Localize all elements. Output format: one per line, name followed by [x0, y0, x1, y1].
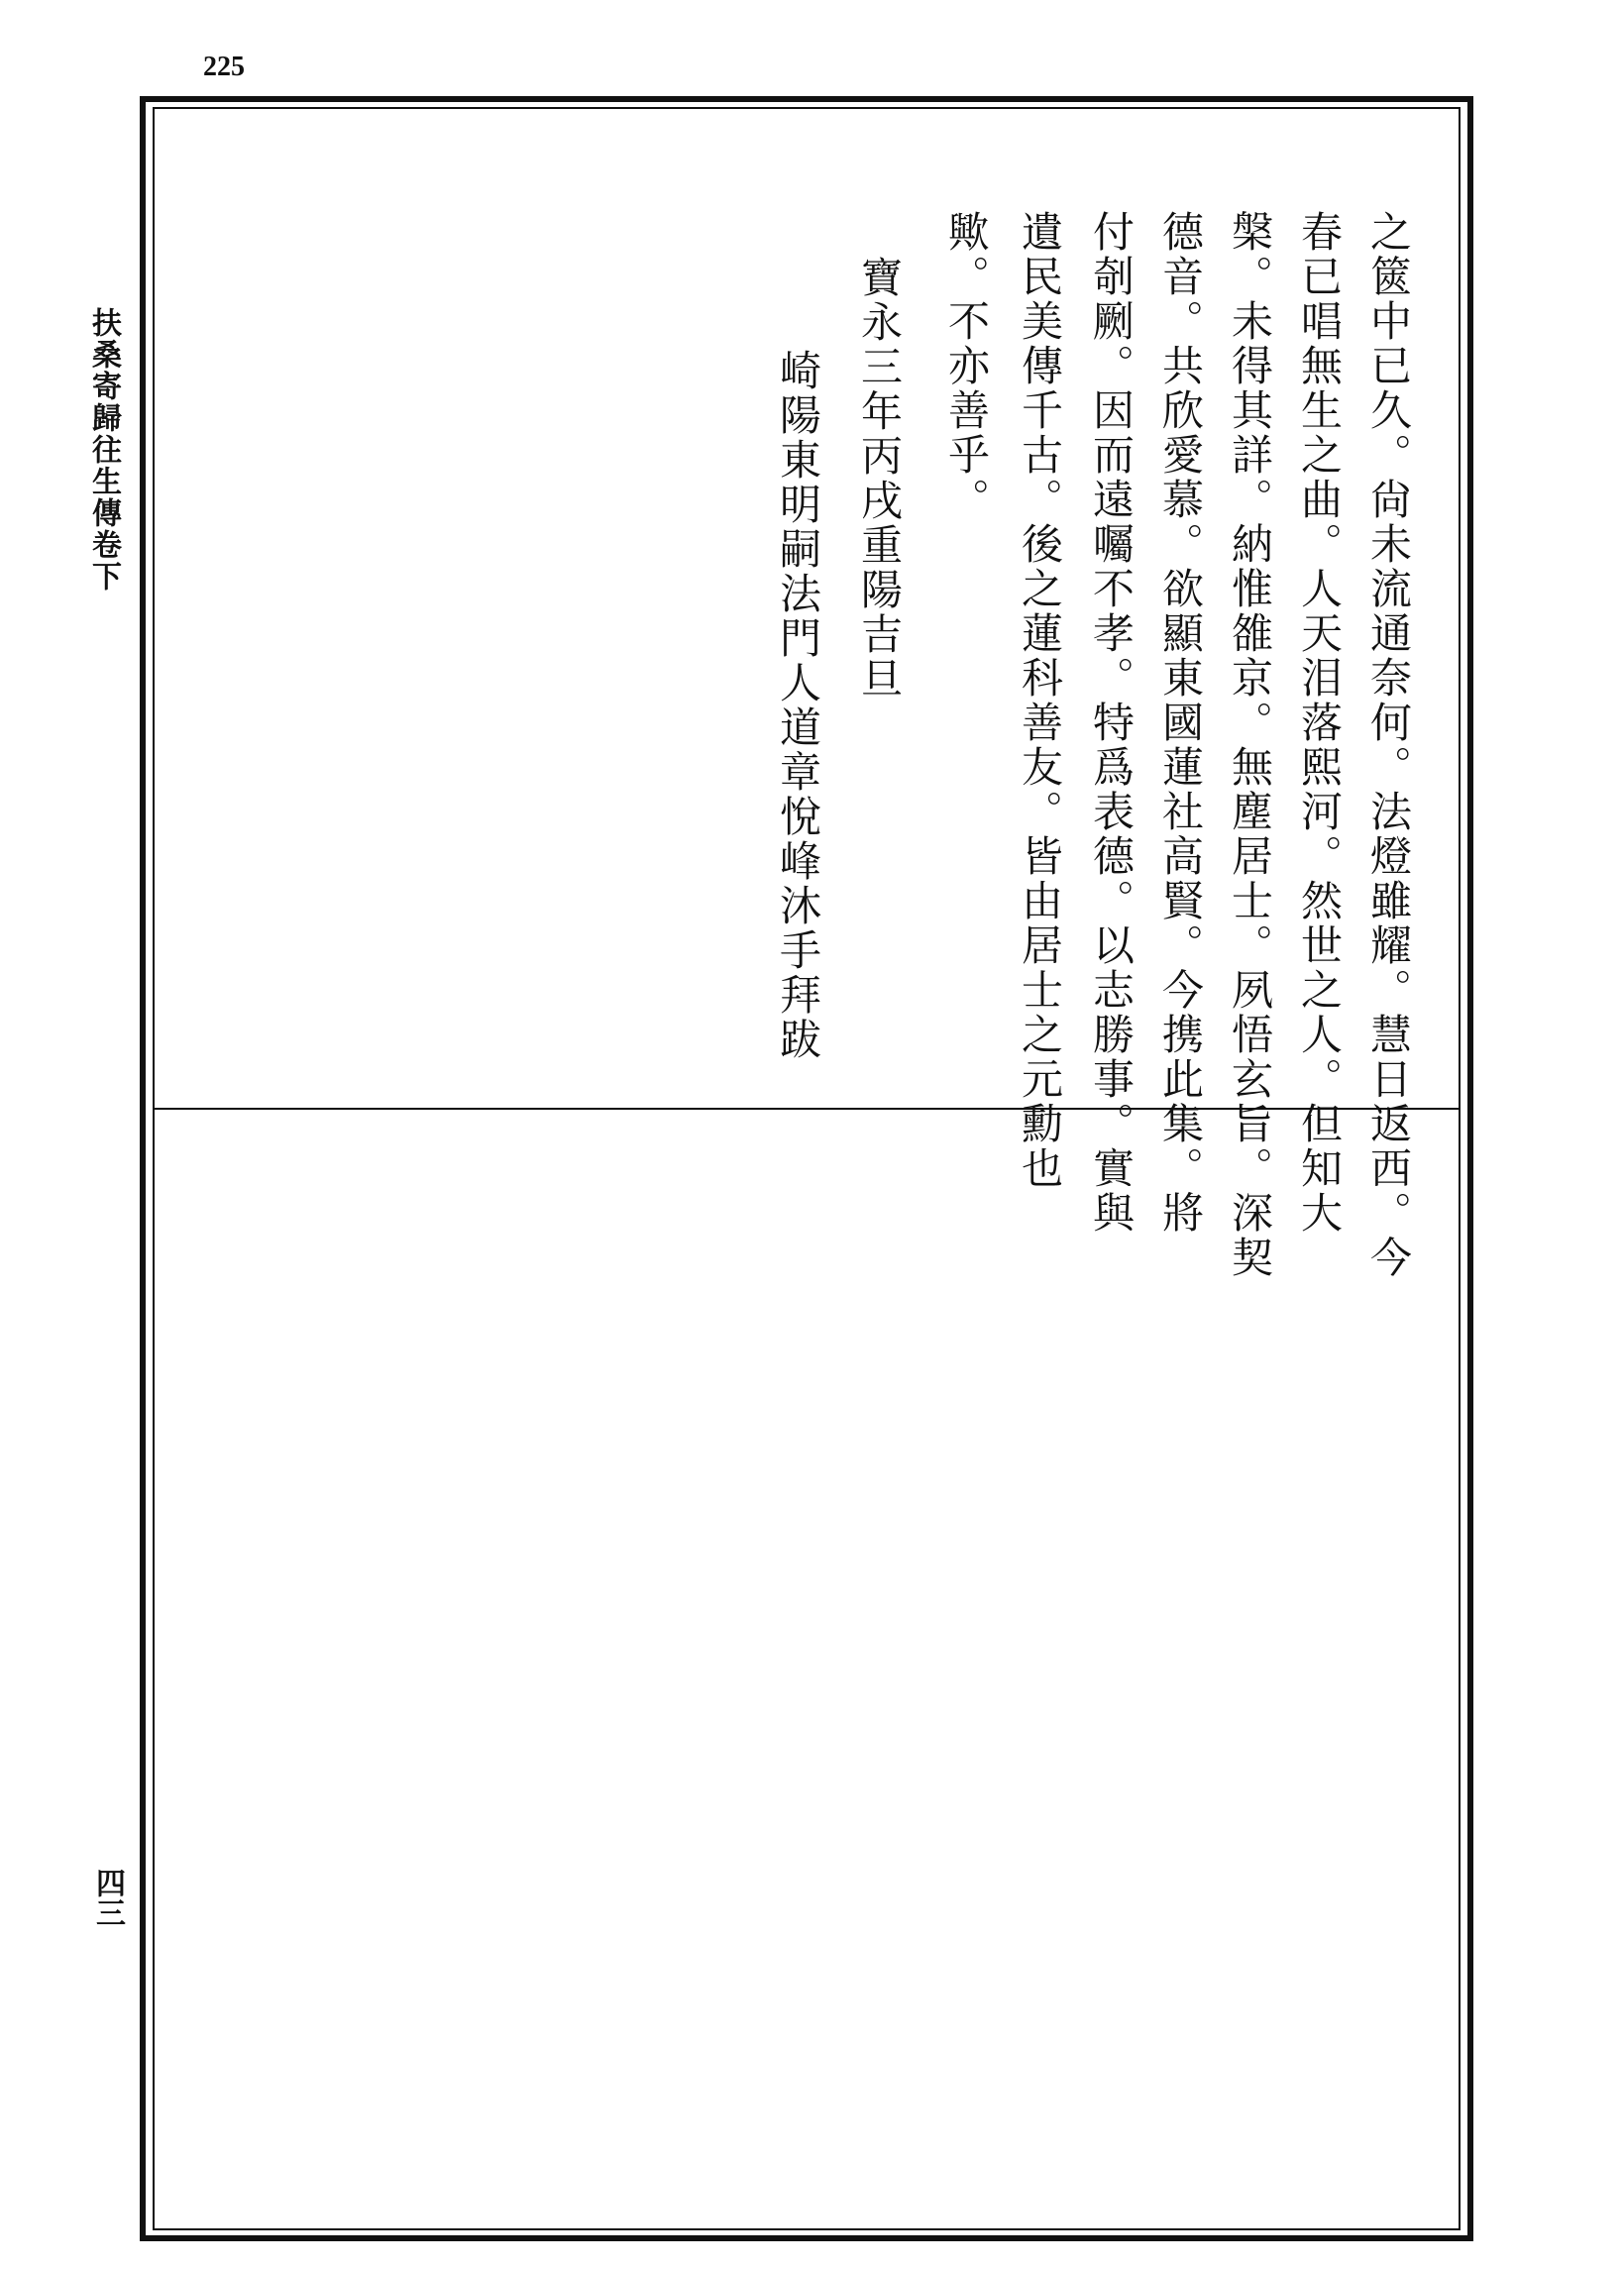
text-column: 槃。未得其詳。納惟雒京。無塵居士。夙悟玄旨。深契 — [1226, 210, 1274, 1280]
text-column: 德音。共欣愛慕。欲顯東國蓮社高賢。今携此集。將 — [1156, 210, 1205, 1236]
leaf-number: 四三 — [90, 1868, 125, 1927]
text-column: 歟。不亦善乎。 — [942, 210, 991, 522]
text-column: 遺民美傳千古。後之蓮科善友。皆由居士之元勳也 — [1016, 210, 1064, 1191]
signature-line: 崎陽東明嗣法門人道章悅峰沐手拜跋 — [774, 349, 822, 1062]
text-column: 付剞劂。因而遠囑不孝。特爲表德。以志勝事。實與 — [1087, 210, 1136, 1236]
book-title-margin: 扶桑寄歸往生傳卷下 — [86, 307, 121, 593]
date-line: 寶永三年丙戌重陽吉旦 — [855, 256, 904, 702]
page-number: 225 — [203, 52, 245, 82]
text-column: 春已唱無生之曲。人天泪落熙河。然世之人。但知大 — [1295, 210, 1344, 1236]
text-column: 之篋中已久。尙未流通奈何。法燈雖耀。慧日返西。今 — [1364, 210, 1413, 1280]
